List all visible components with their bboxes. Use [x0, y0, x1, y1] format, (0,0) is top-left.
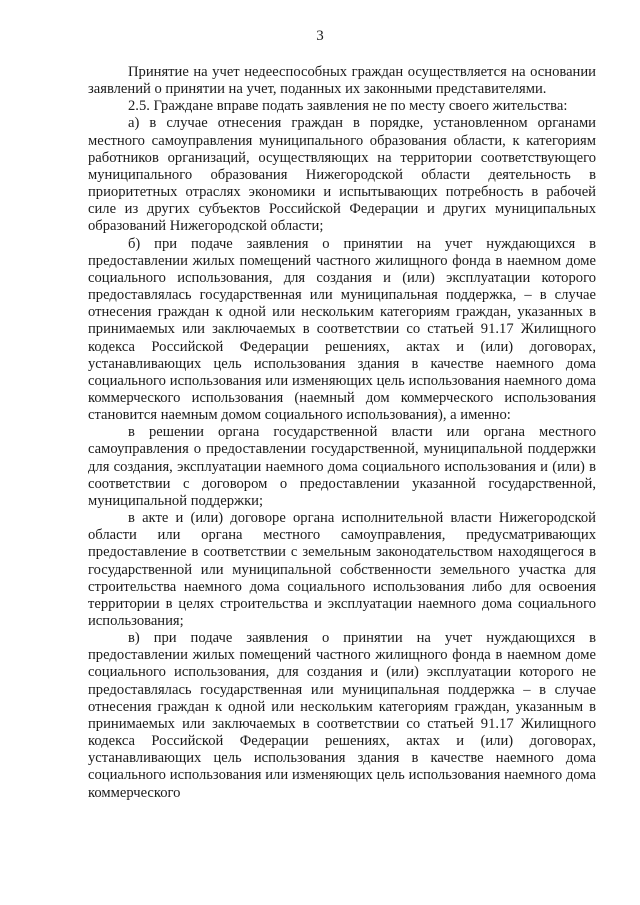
paragraph-representatives: Принятие на учет недееспособных граждан осуществляется на основании заявлений о принятии на учет, поданных их законными представителями.	[88, 64, 596, 98]
paragraph-2-5: 2.5. Граждане вправе подать заявления не по месту своего жительства:	[128, 98, 568, 115]
paragraph-act: в акте и (или) договоре органа исполнительной власти Нижегородской области или органа местного самоуправления, предусматривающих предоставление в соответствии с земельным законодательством находящегося в государственной или муниципальной собственности земельного участка для строительства наемного дома социального использования либо для освоения территории в целях строительства и эксплуатации наемного дома социального использования;	[88, 510, 596, 629]
document-body	[88, 64, 596, 802]
page-number: 3	[316, 28, 324, 44]
paragraph-decision: в решении органа государственной власти или органа местного самоуправления о предоставлении государственной, муниципальной поддержки для создания, эксплуатации наемного дома социального использования и (или) в соответствии с договором о предоставлении указанной государственной, муниципальной поддержки;	[88, 424, 596, 509]
paragraph-item-b: б) при подаче заявления о принятии на учет нуждающихся в предоставлении жилых помещений частного жилищного фонда в наемном доме социального использования, для создания и (или) эксплуатации которого предоставлялась государственная или муниципальная поддержка, – в случае отнесения граждан к одной или нескольким категориям граждан, указанных в принимаемых или заключаемых в соответствии со статьей 91.17 Жилищного кодекса Российской Федерации решениях, актах и (или) договорах, устанавливающих цель использования здания в качестве наемного дома социального использования или изменяющих цель использования наемного дома коммерческого использования (наемный дом коммерческого использования становится наемным домом социального использования), а именно:	[88, 235, 596, 424]
paragraph-item-a: а) в случае отнесения граждан в порядке, установленном органами местного самоуправления муниципального образования области, к категориям работников организаций, осуществляющих на территории соответствующего муниципального образования Нижегородской области деятельность в приоритетных отраслях экономики и испытывающих потребность в рабочей силе из других субъектов Российской Федерации и других муниципальных образований Нижегородской области;	[88, 115, 596, 235]
paragraph-item-v: в) при подаче заявления о принятии на учет нуждающихся в предоставлении жилых помещений частного жилищного фонда в наемном доме социального использования, для создания и (или) эксплуатации которого не предоставлялась государственная или муниципальная поддержка – в случае отнесения граждан к одной или нескольким категориям граждан, указанным в принимаемых или заключаемых в соответствии со статьей 91.17 Жилищного кодекса Российской Федерации решениях, актах и (или) договорах, устанавливающих цель использования здания в качестве наемного дома социального использования или изменяющих цель использования наемного дома коммерческого	[88, 630, 596, 801]
